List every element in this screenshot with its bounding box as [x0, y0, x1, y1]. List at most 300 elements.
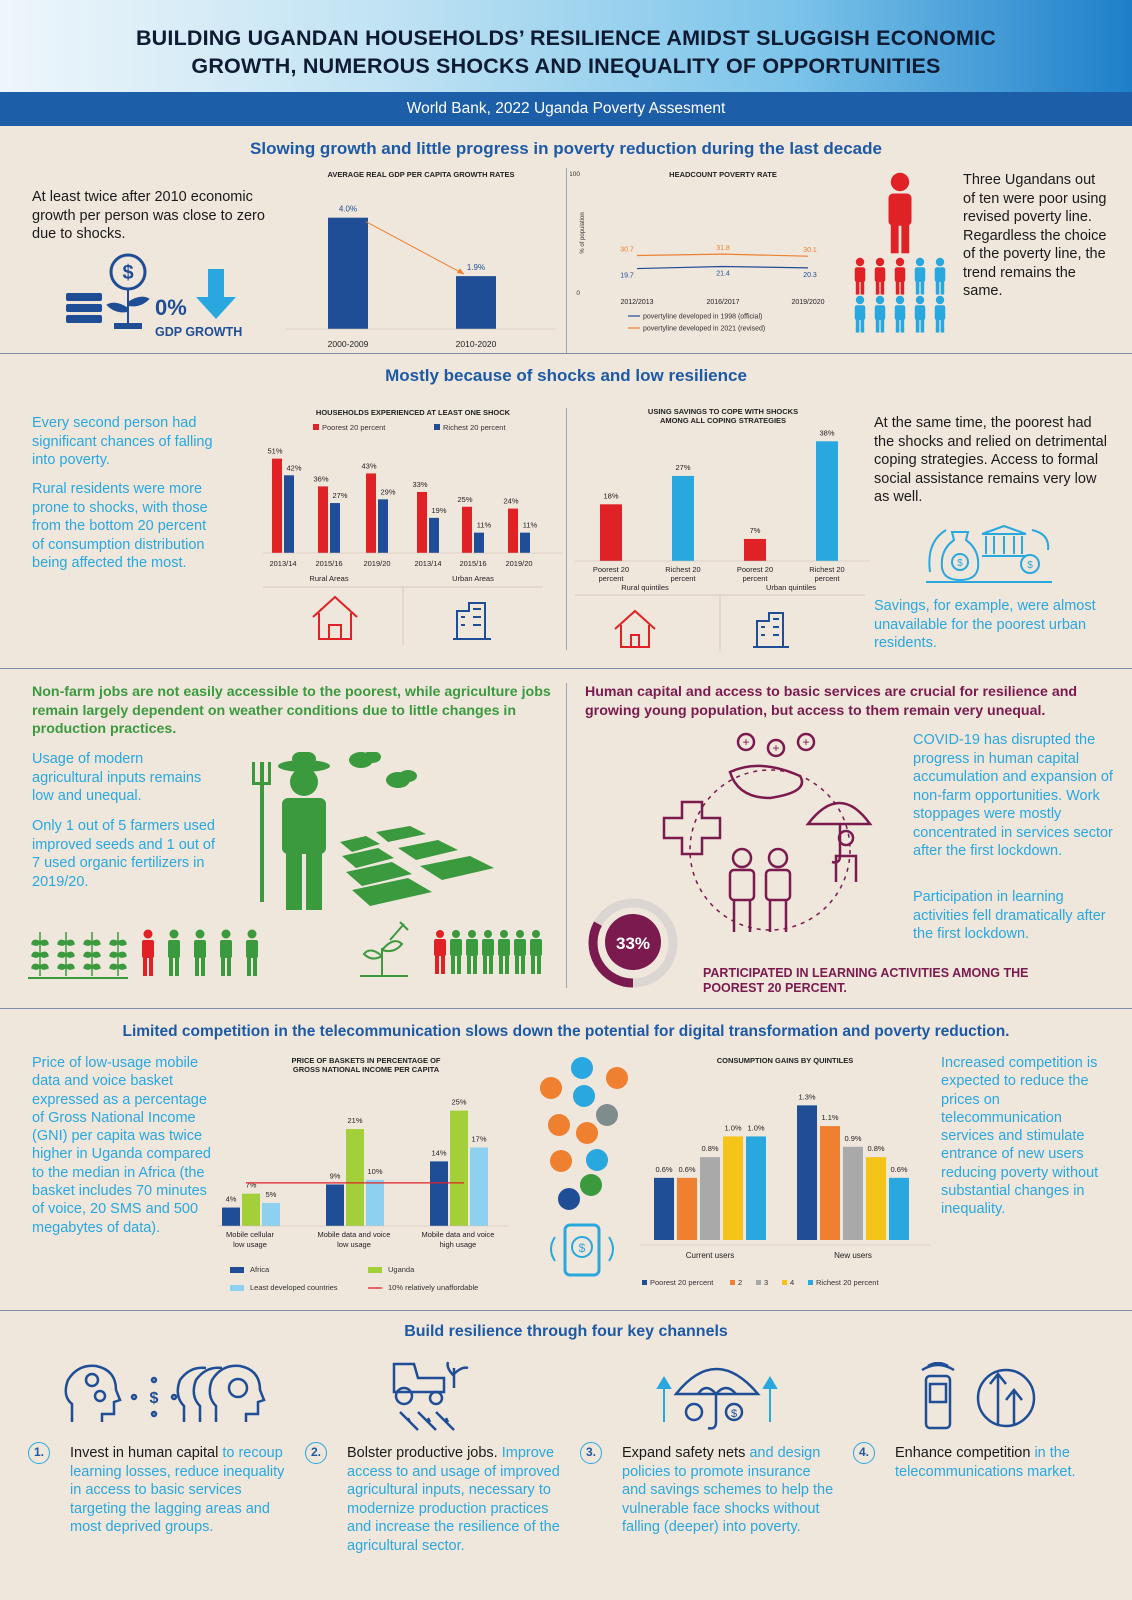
shocks-chart-title: HOUSEHOLDS EXPERIENCED AT LEAST ONE SHOCK: [315, 408, 511, 417]
shocks-value-label: 27%: [332, 491, 348, 501]
poverty-chart: [570, 168, 840, 353]
shocks-bar: [508, 509, 518, 553]
shocks-bar: [272, 459, 282, 553]
consumption-value-label: 0.6%: [655, 1164, 673, 1174]
savings-group-label: Rural quintiles: [621, 583, 669, 592]
poverty-y-tick: 0: [576, 290, 580, 297]
page-title: [0, 24, 1132, 80]
consumption-bar: [820, 1126, 840, 1240]
telecom-legend-label: 10% relatively unaffordable: [388, 1283, 479, 1292]
divider: [0, 353, 1132, 354]
section1-left-text: At least twice after 2010 economic growth per person was close to zero due to shocks.: [32, 189, 265, 242]
telecom-x-tick: low usage: [337, 1240, 371, 1249]
person-head: [916, 258, 924, 266]
person-leg: [921, 319, 925, 333]
person-body: [889, 194, 912, 226]
shocks-bar: [474, 533, 484, 553]
digital-services-icon: [535, 1055, 635, 1280]
person-leg: [901, 223, 909, 253]
channel-text: [347, 1444, 562, 1555]
shocks-x-tick: 2019/20: [363, 559, 391, 568]
gdp-zero-value: 0%: [155, 295, 187, 320]
consumption-legend-swatch: [642, 1280, 647, 1285]
shocks-legend-label: Poorest 20 percent: [322, 423, 386, 432]
organic-fertilizer-icon: [356, 920, 556, 980]
section3-right-title: Human capital and access to basic services are crucial for resilience and growing young population, but access to them remain very unequal.: [585, 684, 1078, 719]
telecom-bar: [366, 1180, 384, 1226]
svg-text:$: $: [730, 1408, 738, 1420]
shocks-chart: [263, 408, 563, 667]
farmer-leg: [467, 955, 471, 974]
person-leg: [936, 281, 940, 295]
telecom-x-tick: Mobile data and voice: [317, 1230, 391, 1239]
seedling-icon: [110, 932, 126, 976]
person-leg: [891, 223, 899, 253]
poverty-point-label: 20.3: [803, 271, 817, 279]
person-body: [935, 267, 946, 282]
person-leg: [881, 281, 885, 295]
channel-description: Improve access to and usage of improved agricultural inputs, necessary to modernize production practices and increase the resilience of the agricultural sector.: [347, 1445, 560, 1554]
divider: [0, 1310, 1132, 1311]
shocks-legend-swatch: [434, 424, 440, 430]
divider: [0, 1008, 1132, 1009]
donut-caption: PARTICIPATED IN LEARNING ACTIVITIES AMONG THE POOREST 20 PERCENT.: [703, 966, 1029, 995]
farmer-head: [500, 930, 508, 938]
farmer-leg: [149, 957, 153, 976]
gdp-growth-label: GDP GROWTH: [155, 325, 243, 339]
farmer-leg: [537, 955, 541, 974]
competition-icon: [916, 1362, 1038, 1432]
title-line-1: BUILDING UGANDAN HOUSEHOLDS’ RESILIENCE AMIDST SLUGGISH ECONOMIC: [135, 26, 997, 50]
telecom-value-label: 4%: [225, 1194, 237, 1204]
svg-text:+: +: [742, 735, 750, 749]
divider: [0, 668, 1132, 669]
shocks-value-label: 33%: [412, 479, 428, 489]
person-leg: [861, 319, 865, 333]
farmer-body: [194, 940, 206, 958]
farmer-leg: [473, 955, 477, 974]
farmer-leg: [227, 957, 231, 976]
farmer-head: [532, 930, 540, 938]
farmer-leg: [195, 957, 199, 976]
shocks-value-label: 11%: [476, 520, 492, 530]
source-bar: World Bank, 2022 Uganda Poverty Assesment: [0, 92, 1132, 126]
gdp-category-label: 2000-2009: [327, 339, 369, 349]
savings-chart: [575, 407, 870, 673]
telecom-chart-title: PRICE OF BASKETS IN PERCENTAGE OF GROSS NATIONAL INCOME PER CAPITA: [291, 1056, 441, 1074]
channel-description: and design policies to promote insurance and savings schemes to help the vulnerable face shocks without falling (deeper) into poverty.: [622, 1445, 834, 1535]
savings-group-label: Urban quintiles: [765, 583, 817, 592]
productive-jobs-icon: [388, 1358, 478, 1433]
person-leg: [941, 281, 945, 295]
section3-left-title: Non-farm jobs are not easily accessible to the poorest, while agriculture jobs remain largely dependent on weather conditions due to little changes in production practices.: [32, 684, 551, 737]
telecom-legend-swatch: [230, 1285, 244, 1291]
consumption-legend-label: 3: [764, 1278, 769, 1287]
channel-number: 3.: [580, 1442, 602, 1464]
shocks-x-tick: 2015/16: [459, 559, 487, 568]
person-leg: [941, 319, 945, 333]
person-leg: [916, 319, 920, 333]
divider: [566, 168, 567, 353]
svg-text:+: +: [772, 741, 780, 755]
savings-bar: [672, 476, 694, 561]
shocks-group-label: Urban Areas: [452, 574, 494, 583]
person-leg: [936, 319, 940, 333]
svg-text:$: $: [1027, 560, 1033, 571]
shocks-value-label: 43%: [361, 461, 377, 471]
channel-description: in the telecommunications market.: [895, 1445, 1076, 1480]
section2-left-text1: Every second person had significant chances of falling into poverty.: [32, 415, 213, 468]
farmer-body: [514, 939, 526, 956]
farmer-body: [246, 940, 258, 958]
telecom-bar: [470, 1148, 488, 1226]
telecom-chart-svg: [218, 1074, 518, 1304]
consumption-value-label: 0.8%: [701, 1144, 719, 1154]
savings-icon: [922, 522, 1062, 592]
consumption-legend-swatch: [756, 1280, 761, 1285]
section2-left-text2: Rural residents were more prone to shocks, with those from the bottom 20 percent of consumption distribution being affected the most.: [32, 481, 208, 571]
shocks-value-label: 11%: [522, 520, 538, 530]
safety-nets-icon: [652, 1360, 782, 1436]
consumption-bar: [700, 1157, 720, 1240]
shocks-x-tick: 2013/14: [269, 559, 297, 568]
farmer-leg: [489, 955, 493, 974]
farmer-head: [248, 930, 257, 939]
poverty-people-icon: [850, 172, 950, 342]
section3-left-text2: Only 1 out of 5 farmers used improved seeds and 1 out of 7 used organic fertilizers in 2019/20.: [32, 818, 215, 890]
shocks-group-label: Rural Areas: [309, 574, 349, 583]
person-leg: [881, 319, 885, 333]
section2-right-text1: At the same time, the poorest had the shocks and relied on detrimental coping strategies. Access to formal social assistance remains very low as well.: [874, 415, 1107, 505]
gdp-chart-title: AVERAGE REAL GDP PER CAPITA GROWTH RATES: [327, 170, 515, 179]
consumption-x-tick: Current users: [685, 1251, 735, 1260]
poverty-series-line: [637, 267, 808, 269]
farmer-head: [222, 930, 231, 939]
poverty-legend-label: povertyline developed in 2021 (revised): [643, 325, 766, 333]
telecom-bar: [346, 1129, 364, 1226]
telecom-x-tick: high usage: [439, 1240, 477, 1249]
poverty-x-tick: 2016/2017: [706, 299, 740, 306]
shocks-bar: [366, 473, 376, 553]
farmer-body: [168, 940, 180, 958]
savings-chart-svg: [575, 425, 870, 668]
consumption-bar: [723, 1136, 743, 1240]
shocks-value-label: 25%: [457, 494, 473, 504]
poverty-series-line: [637, 254, 808, 256]
consumption-bar: [654, 1178, 674, 1240]
person-head: [891, 173, 909, 191]
poverty-point-label: 30.7: [620, 246, 634, 254]
channel-heading: Enhance competition: [895, 1445, 1031, 1461]
consumption-bar: [746, 1136, 766, 1240]
shocks-bar: [417, 492, 427, 553]
poverty-point-label: 19.7: [620, 272, 634, 280]
rural-house-icon: [313, 597, 357, 639]
shocks-value-label: 42%: [286, 463, 302, 473]
poverty-point-label: 31.8: [716, 245, 730, 253]
poverty-chart-title: HEADCOUNT POVERTY RATE: [669, 170, 777, 179]
farmer-head: [196, 930, 205, 939]
gdp-bar: [456, 276, 496, 329]
section1-title: Slowing growth and little progress in poverty reduction during the last decade: [250, 139, 882, 158]
farmer-leg: [201, 957, 205, 976]
channel-heading: Bolster productive jobs.: [347, 1445, 498, 1461]
person-leg: [896, 281, 900, 295]
savings-chart-title: USING SAVINGS TO COPE WITH SHOCKS AMONG ALL COPING STRATEGIES: [647, 407, 799, 425]
poverty-x-tick: 2012/2013: [620, 299, 654, 306]
telecom-chart: [218, 1056, 518, 1309]
farmer-leg: [441, 955, 445, 974]
shocks-bar: [378, 499, 388, 553]
farmer-leg: [505, 955, 509, 974]
farmer-leg: [531, 955, 535, 974]
farmer-leg: [175, 957, 179, 976]
person-body: [875, 305, 886, 320]
person-leg: [861, 281, 865, 295]
consumption-legend-swatch: [808, 1280, 813, 1285]
consumption-legend-swatch: [730, 1280, 735, 1285]
person-body: [855, 305, 866, 320]
seedling-icon: [84, 932, 100, 976]
telecom-x-tick: low usage: [233, 1240, 267, 1249]
shocks-value-label: 36%: [313, 474, 329, 484]
channel-text: [895, 1444, 1105, 1481]
header-banner: [0, 0, 1132, 92]
poverty-x-tick: 2019/2020: [791, 299, 825, 306]
consumption-legend-label: Poorest 20 percent: [650, 1278, 714, 1287]
farmer-leg: [253, 957, 257, 976]
consumption-chart: [640, 1056, 930, 1300]
consumption-chart-svg: [640, 1065, 930, 1295]
consumption-chart-title: CONSUMPTION GAINS BY QUINTILES: [716, 1056, 854, 1065]
farmer-leg: [457, 955, 461, 974]
telecom-x-tick: Mobile cellular: [226, 1230, 274, 1239]
savings-bar: [816, 441, 838, 561]
channel-text: [622, 1444, 837, 1537]
person-body: [875, 267, 886, 282]
consumption-value-label: 1.3%: [798, 1092, 816, 1102]
shocks-legend-swatch: [313, 424, 319, 430]
seedling-icon: [32, 932, 48, 976]
farmer-leg: [169, 957, 173, 976]
consumption-bar: [889, 1178, 909, 1240]
section1-right-text: Three Ugandans out of ten were poor using revised poverty line. Regardless the choice of the poverty line, the trend remains the same.: [963, 172, 1107, 299]
gdp-value-label: 1.9%: [466, 263, 486, 273]
person-body: [915, 305, 926, 320]
human-capital-channel-icon: [62, 1362, 272, 1430]
section4-right-text: Increased competition is expected to reduce the prices on telecommunication services and stimulate entrance of new users reducing poverty without substantial changes in inequality.: [941, 1055, 1099, 1218]
person-leg: [921, 281, 925, 295]
telecom-bar: [222, 1208, 240, 1226]
poverty-point-label: 21.4: [716, 270, 730, 278]
savings-value-label: 18%: [603, 491, 619, 501]
consumption-value-label: 1.0%: [724, 1123, 742, 1133]
farmer-leg: [515, 955, 519, 974]
svg-text:$: $: [149, 1390, 159, 1407]
consumption-legend-label: 4: [790, 1278, 795, 1287]
farmer-body: [434, 939, 446, 956]
consumption-bar: [797, 1105, 817, 1240]
consumption-x-tick: New users: [834, 1251, 872, 1260]
person-head: [896, 258, 904, 266]
telecom-value-label: 21%: [347, 1116, 363, 1126]
channel-heading: Invest in human capital: [70, 1445, 219, 1461]
savings-x-tick: percent: [670, 574, 696, 583]
poverty-chart-svg: [570, 168, 840, 348]
farmer-head: [170, 930, 179, 939]
savings-bar: [600, 504, 622, 561]
telecom-value-label: 10%: [367, 1166, 383, 1176]
person-head: [876, 258, 884, 266]
person-leg: [916, 281, 920, 295]
farmer-leg: [435, 955, 439, 974]
farmer-head: [144, 930, 153, 939]
telecom-legend-label: Least developed countries: [250, 1283, 338, 1292]
divider: [566, 683, 567, 988]
person-leg: [901, 319, 905, 333]
telecom-value-label: 9%: [329, 1171, 341, 1181]
svg-text:$: $: [122, 262, 134, 284]
farmer-head: [436, 930, 444, 938]
person-head: [876, 296, 884, 304]
savings-x-tick: percent: [814, 574, 840, 583]
savings-x-tick: Richest 20: [665, 565, 701, 574]
farmer-head: [452, 930, 460, 938]
urban-building-icon: [753, 613, 789, 647]
person-head: [916, 296, 924, 304]
savings-x-tick: Richest 20: [809, 565, 845, 574]
shocks-x-tick: 2015/16: [315, 559, 343, 568]
farmer-body: [482, 939, 494, 956]
gdp-trend-arrow: [366, 222, 464, 274]
section4-title: Limited competition in the telecommunication slows down the potential for digital transformation and poverty reduction.: [122, 1023, 1010, 1040]
farmer-leg: [247, 957, 251, 976]
telecom-bar: [450, 1111, 468, 1226]
consumption-legend-label: Richest 20 percent: [816, 1278, 879, 1287]
savings-x-tick: Poorest 20: [592, 565, 630, 574]
farmer-body: [220, 940, 232, 958]
gdp-chart-svg: [286, 179, 556, 359]
svg-text:$: $: [578, 1241, 586, 1255]
gdp-chart: [286, 170, 556, 364]
shocks-value-label: 24%: [503, 496, 519, 506]
section4-left-text: Price of low-usage mobile data and voice basket expressed as a percentage of Gross National Income (GNI) per capita was twice higher in Uganda compared to the median in Africa (the basket includes 70 minutes of voice, 20 SMS and 500 megabytes of data).: [32, 1055, 211, 1236]
shocks-x-tick: 2013/14: [414, 559, 442, 568]
shocks-bar: [462, 507, 472, 553]
farmer-leg: [483, 955, 487, 974]
farmer-leg: [451, 955, 455, 974]
farmer-body: [450, 939, 462, 956]
telecom-bar: [430, 1161, 448, 1226]
channel-number: 1.: [28, 1442, 50, 1464]
person-body: [935, 305, 946, 320]
section3-right-text2: Participation in learning activities fell dramatically after the first lockdown.: [913, 889, 1106, 942]
person-head: [936, 296, 944, 304]
person-body: [895, 305, 906, 320]
savings-value-label: 27%: [675, 462, 691, 472]
human-capital-icon: [660, 732, 890, 937]
poverty-point-label: 30.1: [803, 247, 817, 255]
telecom-bar: [242, 1194, 260, 1226]
donut-value: 33%: [615, 934, 651, 953]
shocks-bar: [330, 503, 340, 553]
savings-x-tick: percent: [598, 574, 624, 583]
channel-heading: Expand safety nets: [622, 1445, 746, 1461]
farmer-leg: [499, 955, 503, 974]
seedling-icon: [58, 932, 74, 976]
gdp-category-label: 2010-2020: [455, 339, 497, 349]
person-head: [936, 258, 944, 266]
consumption-bar: [677, 1178, 697, 1240]
shocks-value-label: 19%: [431, 505, 447, 515]
telecom-legend-label: Uganda: [388, 1265, 415, 1274]
section3-left-text1: Usage of modern agricultural inputs remains low and unequal.: [32, 751, 202, 804]
person-leg: [876, 281, 880, 295]
shocks-value-label: 29%: [380, 487, 396, 497]
section2-right-text2: Savings, for example, were almost unavailable for the poorest urban residents.: [874, 598, 1096, 651]
section5-title: Build resilience through four key channels: [404, 1323, 728, 1340]
urban-building-icon: [453, 603, 491, 639]
consumption-value-label: 0.8%: [867, 1144, 885, 1154]
channel-number: 4.: [853, 1442, 875, 1464]
farmer-leg: [143, 957, 147, 976]
savings-x-tick: percent: [742, 574, 768, 583]
person-body: [915, 267, 926, 282]
shocks-legend-label: Richest 20 percent: [443, 423, 506, 432]
consumption-bar: [843, 1147, 863, 1240]
improved-seeds-icon: [28, 928, 263, 980]
farmer-icon: [248, 752, 558, 912]
person-leg: [856, 319, 860, 333]
consumption-legend-label: 2: [738, 1278, 743, 1287]
consumption-bar: [866, 1157, 886, 1240]
telecom-value-label: 25%: [451, 1097, 467, 1107]
consumption-legend-swatch: [782, 1280, 787, 1285]
farmer-body: [498, 939, 510, 956]
telecom-bar: [262, 1203, 280, 1226]
savings-value-label: 7%: [749, 525, 761, 535]
section3-right-text1: COVID-19 has disrupted the progress in human capital accumulation and expansion of non-farm opportunities. Work stoppages were mostly concentrated in services sector after the first lockdown.: [913, 732, 1113, 859]
telecom-value-label: 14%: [431, 1148, 447, 1158]
learning-donut-chart: [583, 893, 683, 993]
section2-title: Mostly because of shocks and low resilience: [385, 366, 747, 385]
gdp-value-label: 4.0%: [338, 204, 358, 214]
svg-text:$: $: [957, 558, 963, 569]
channel-text: [70, 1444, 285, 1537]
consumption-value-label: 0.9%: [844, 1133, 862, 1143]
savings-x-tick: Poorest 20: [736, 565, 774, 574]
fertilizer-plant-icon: [360, 922, 408, 976]
person-leg: [876, 319, 880, 333]
svg-text:+: +: [802, 735, 810, 749]
consumption-value-label: 1.1%: [821, 1113, 839, 1123]
shocks-chart-svg: [263, 417, 563, 662]
shocks-bar: [284, 475, 294, 553]
poverty-y-axis-label: % of population: [580, 212, 586, 254]
farmer-body: [466, 939, 478, 956]
telecom-x-tick: Mobile data and voice: [421, 1230, 495, 1239]
savings-value-label: 38%: [819, 428, 835, 438]
telecom-value-label: 5%: [265, 1189, 277, 1199]
shocks-value-label: 51%: [267, 446, 283, 456]
person-leg: [901, 281, 905, 295]
telecom-legend-swatch: [230, 1267, 244, 1273]
divider: [566, 408, 567, 650]
poverty-y-tick: 100: [570, 171, 580, 178]
person-head: [856, 258, 864, 266]
gdp-bar: [328, 218, 368, 329]
farmer-body: [142, 940, 154, 958]
